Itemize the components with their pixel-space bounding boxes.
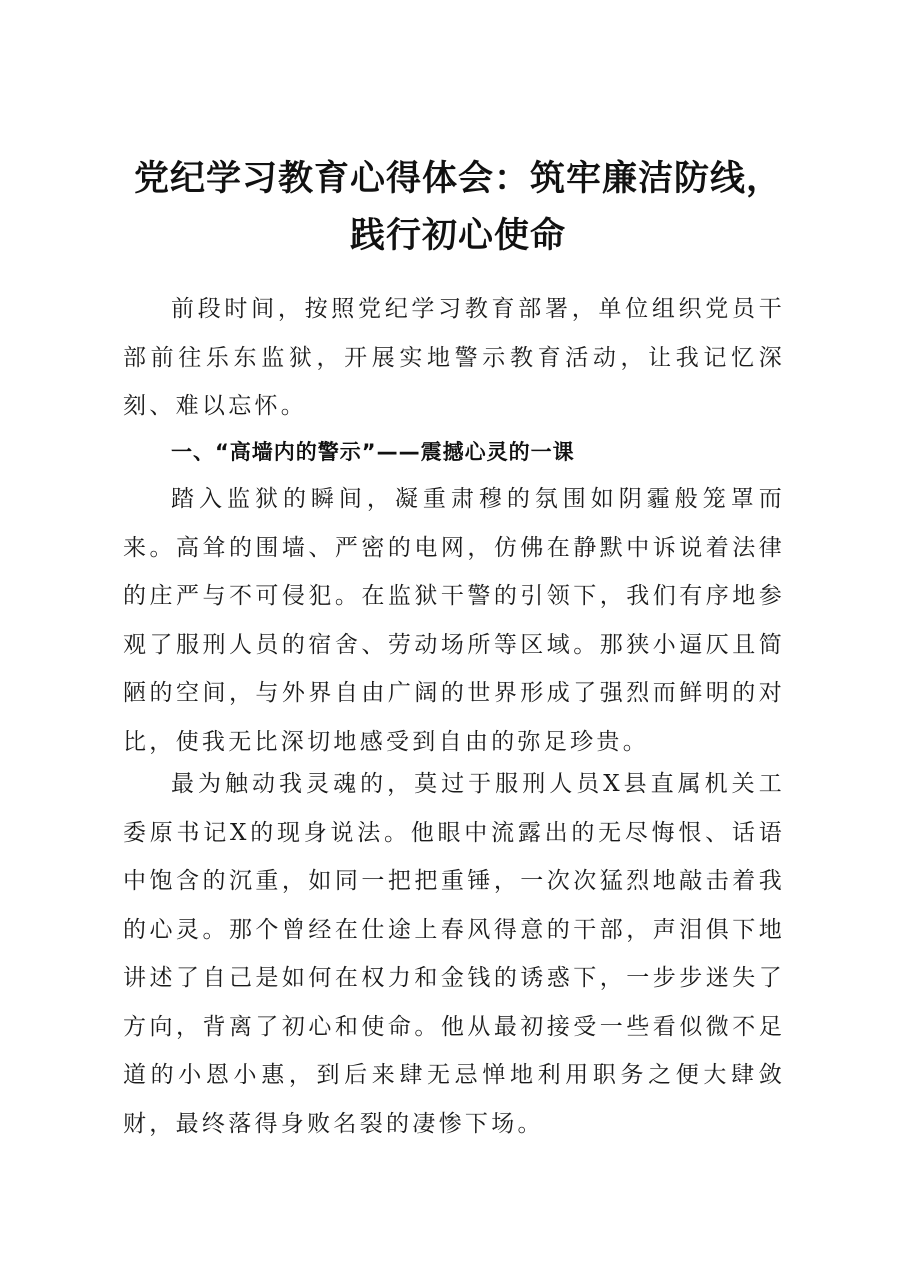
section-heading: 一、“高墙内的警示”——震撼心灵的一课 [171, 440, 575, 464]
paragraph-testimony: 最为触动我灵魂的，莫过于服刑人员X县直属机关工委原书记X的现身说法。他眼中流露出的无尽悔恨、话语中饱含的沉重，如同一把把重锤，一次次猛烈地敲击着我的心灵。那个曾经在仕途上春风得意的干部，声泪俱下地讲述了自己是如何在权力和金钱的诱惑下，一步步迷失了方向，背离了初心和使命。他从最初接受一些看似微不足道的小恩小惠，到后来肆无忌惮地利用职务之便大肆敛财，最终落得身败名裂的凄惨下场。 [123, 771, 785, 1137]
document-title: 党纪学习教育心得体会：筑牢廉洁防线，践行初心使命 [133, 158, 782, 256]
paragraph-intro: 前段时间，按照党纪学习教育部署，单位组织党员干部前往乐东监狱，开展实地警示教育活动，让我记忆深刻、难以忘怀。 [123, 296, 785, 419]
paragraph-prison-visit: 踏入监狱的瞬间，凝重肃穆的氛围如阴霾般笼罩而来。高耸的围墙、严密的电网，仿佛在静默中诉说着法律的庄严与不可侵犯。在监狱干警的引领下，我们有序地参观了服刑人员的宿舍、劳动场所等区域。那狭小逼仄且简陋的空间，与外界自由广阔的世界形成了强烈而鲜明的对比，使我无比深切地感受到自由的弥足珍贵。 [123, 486, 785, 755]
